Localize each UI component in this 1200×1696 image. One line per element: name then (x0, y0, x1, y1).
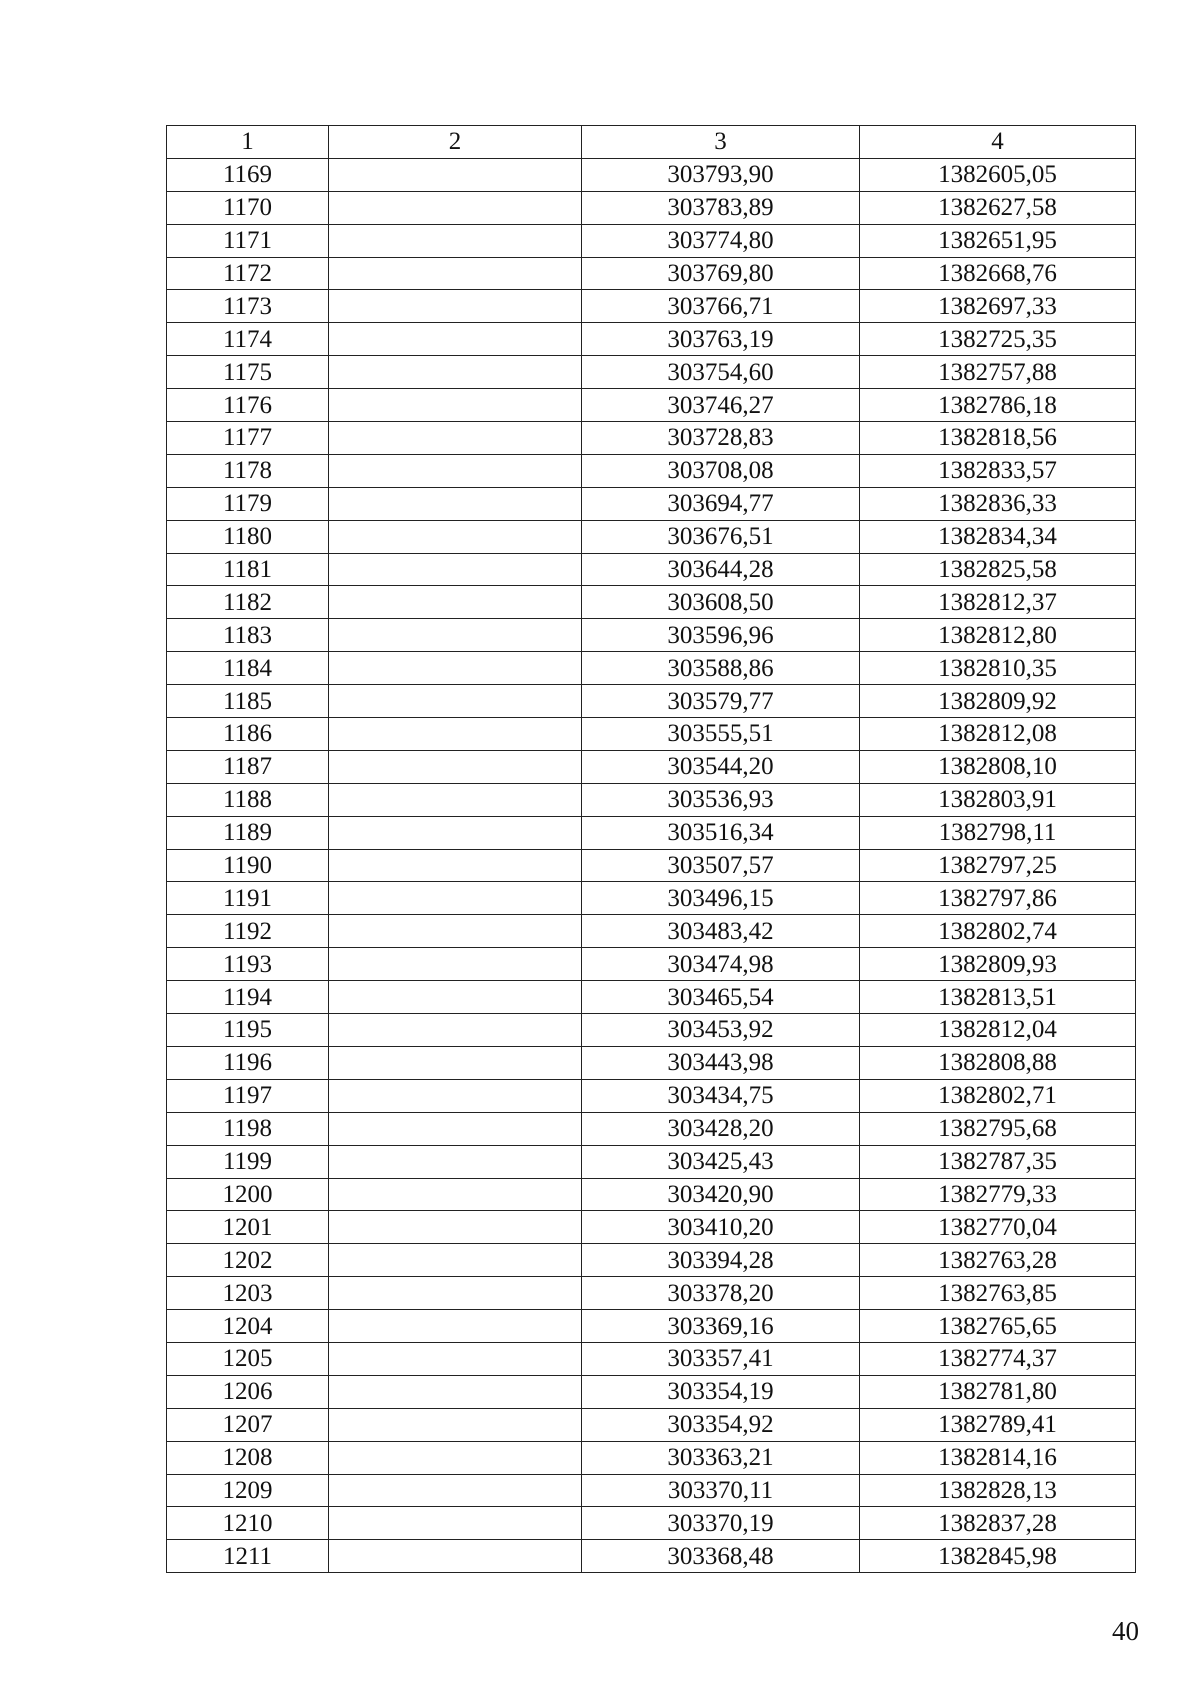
description-cell (329, 1277, 582, 1310)
y-coordinate-cell: 1382818,56 (860, 422, 1136, 455)
x-coordinate-cell: 303694,77 (582, 487, 860, 520)
point-number-cell: 1177 (167, 422, 329, 455)
x-coordinate-cell: 303544,20 (582, 750, 860, 783)
point-number-cell: 1185 (167, 685, 329, 718)
x-coordinate-cell: 303354,92 (582, 1408, 860, 1441)
y-coordinate-cell: 1382697,33 (860, 290, 1136, 323)
x-coordinate-cell: 303774,80 (582, 224, 860, 257)
description-cell (329, 586, 582, 619)
description-cell (329, 1244, 582, 1277)
y-coordinate-cell: 1382627,58 (860, 191, 1136, 224)
description-cell (329, 520, 582, 553)
point-number-cell: 1170 (167, 191, 329, 224)
point-number-cell: 1184 (167, 652, 329, 685)
point-number-cell: 1208 (167, 1441, 329, 1474)
x-coordinate-cell: 303676,51 (582, 520, 860, 553)
x-coordinate-cell: 303746,27 (582, 389, 860, 422)
y-coordinate-cell: 1382765,65 (860, 1310, 1136, 1343)
point-number-cell: 1174 (167, 323, 329, 356)
header-cell-3: 3 (582, 126, 860, 159)
y-coordinate-cell: 1382809,92 (860, 685, 1136, 718)
point-number-cell: 1190 (167, 849, 329, 882)
x-coordinate-cell: 303766,71 (582, 290, 860, 323)
x-coordinate-cell: 303555,51 (582, 718, 860, 751)
x-coordinate-cell: 303644,28 (582, 553, 860, 586)
table-row (167, 1540, 1136, 1573)
x-coordinate-cell: 303370,19 (582, 1507, 860, 1540)
description-cell (329, 1211, 582, 1244)
description-cell (329, 553, 582, 586)
y-coordinate-cell: 1382812,04 (860, 1014, 1136, 1047)
description-cell (329, 718, 582, 751)
table-row (167, 191, 1136, 224)
y-coordinate-cell: 1382825,58 (860, 553, 1136, 586)
point-number-cell: 1173 (167, 290, 329, 323)
coordinates-table (166, 125, 1136, 1573)
x-coordinate-cell: 303783,89 (582, 191, 860, 224)
x-coordinate-cell: 303369,16 (582, 1310, 860, 1343)
description-cell (329, 356, 582, 389)
table-row (167, 158, 1136, 191)
description-cell (329, 816, 582, 849)
point-number-cell: 1201 (167, 1211, 329, 1244)
description-cell (329, 849, 582, 882)
y-coordinate-cell: 1382812,08 (860, 718, 1136, 751)
y-coordinate-cell: 1382814,16 (860, 1441, 1136, 1474)
table-row (167, 1375, 1136, 1408)
point-number-cell: 1192 (167, 915, 329, 948)
point-number-cell: 1211 (167, 1540, 329, 1573)
description-cell (329, 783, 582, 816)
point-number-cell: 1179 (167, 487, 329, 520)
table-row (167, 981, 1136, 1014)
description-cell (329, 1408, 582, 1441)
header-cell-4: 4 (860, 126, 1136, 159)
description-cell (329, 685, 582, 718)
table-row (167, 1244, 1136, 1277)
x-coordinate-cell: 303354,19 (582, 1375, 860, 1408)
y-coordinate-cell: 1382770,04 (860, 1211, 1136, 1244)
x-coordinate-cell: 303434,75 (582, 1079, 860, 1112)
point-number-cell: 1202 (167, 1244, 329, 1277)
table-row (167, 718, 1136, 751)
point-number-cell: 1176 (167, 389, 329, 422)
y-coordinate-cell: 1382774,37 (860, 1342, 1136, 1375)
table-row (167, 1408, 1136, 1441)
description-cell (329, 290, 582, 323)
x-coordinate-cell: 303474,98 (582, 948, 860, 981)
y-coordinate-cell: 1382813,51 (860, 981, 1136, 1014)
description-cell (329, 1145, 582, 1178)
y-coordinate-cell: 1382787,35 (860, 1145, 1136, 1178)
table-row (167, 882, 1136, 915)
description-cell (329, 882, 582, 915)
table-row (167, 948, 1136, 981)
table-row (167, 915, 1136, 948)
x-coordinate-cell: 303465,54 (582, 981, 860, 1014)
y-coordinate-cell: 1382668,76 (860, 257, 1136, 290)
y-coordinate-cell: 1382779,33 (860, 1178, 1136, 1211)
x-coordinate-cell: 303453,92 (582, 1014, 860, 1047)
table-row (167, 290, 1136, 323)
y-coordinate-cell: 1382837,28 (860, 1507, 1136, 1540)
table-row (167, 1507, 1136, 1540)
y-coordinate-cell: 1382809,93 (860, 948, 1136, 981)
y-coordinate-cell: 1382810,35 (860, 652, 1136, 685)
point-number-cell: 1180 (167, 520, 329, 553)
x-coordinate-cell: 303357,41 (582, 1342, 860, 1375)
table-row (167, 1441, 1136, 1474)
point-number-cell: 1181 (167, 553, 329, 586)
table-header-row (167, 126, 1136, 159)
point-number-cell: 1200 (167, 1178, 329, 1211)
y-coordinate-cell: 1382781,80 (860, 1375, 1136, 1408)
description-cell (329, 1079, 582, 1112)
table-row (167, 1145, 1136, 1178)
x-coordinate-cell: 303536,93 (582, 783, 860, 816)
x-coordinate-cell: 303763,19 (582, 323, 860, 356)
point-number-cell: 1209 (167, 1474, 329, 1507)
x-coordinate-cell: 303378,20 (582, 1277, 860, 1310)
point-number-cell: 1210 (167, 1507, 329, 1540)
x-coordinate-cell: 303420,90 (582, 1178, 860, 1211)
y-coordinate-cell: 1382812,80 (860, 619, 1136, 652)
x-coordinate-cell: 303516,34 (582, 816, 860, 849)
y-coordinate-cell: 1382802,74 (860, 915, 1136, 948)
description-cell (329, 1046, 582, 1079)
description-cell (329, 1507, 582, 1540)
point-number-cell: 1195 (167, 1014, 329, 1047)
description-cell (329, 1310, 582, 1343)
description-cell (329, 1540, 582, 1573)
point-number-cell: 1189 (167, 816, 329, 849)
x-coordinate-cell: 303394,28 (582, 1244, 860, 1277)
table-body (167, 126, 1136, 1573)
table-row (167, 520, 1136, 553)
table-row (167, 816, 1136, 849)
table-row (167, 389, 1136, 422)
table-row (167, 1014, 1136, 1047)
point-number-cell: 1186 (167, 718, 329, 751)
x-coordinate-cell: 303496,15 (582, 882, 860, 915)
table-row (167, 750, 1136, 783)
description-cell (329, 981, 582, 1014)
description-cell (329, 224, 582, 257)
point-number-cell: 1204 (167, 1310, 329, 1343)
point-number-cell: 1207 (167, 1408, 329, 1441)
point-number-cell: 1175 (167, 356, 329, 389)
x-coordinate-cell: 303428,20 (582, 1112, 860, 1145)
page-number: 40 (1112, 1616, 1139, 1646)
x-coordinate-cell: 303425,43 (582, 1145, 860, 1178)
point-number-cell: 1196 (167, 1046, 329, 1079)
point-number-cell: 1194 (167, 981, 329, 1014)
y-coordinate-cell: 1382795,68 (860, 1112, 1136, 1145)
description-cell (329, 389, 582, 422)
y-coordinate-cell: 1382789,41 (860, 1408, 1136, 1441)
point-number-cell: 1205 (167, 1342, 329, 1375)
y-coordinate-cell: 1382763,28 (860, 1244, 1136, 1277)
point-number-cell: 1193 (167, 948, 329, 981)
description-cell (329, 454, 582, 487)
table-row (167, 1474, 1136, 1507)
description-cell (329, 323, 582, 356)
y-coordinate-cell: 1382828,13 (860, 1474, 1136, 1507)
y-coordinate-cell: 1382836,33 (860, 487, 1136, 520)
x-coordinate-cell: 303588,86 (582, 652, 860, 685)
table-row (167, 422, 1136, 455)
y-coordinate-cell: 1382803,91 (860, 783, 1136, 816)
description-cell (329, 1014, 582, 1047)
point-number-cell: 1206 (167, 1375, 329, 1408)
table-row (167, 1046, 1136, 1079)
description-cell (329, 1375, 582, 1408)
table-row (167, 849, 1136, 882)
table-row (167, 553, 1136, 586)
point-number-cell: 1178 (167, 454, 329, 487)
x-coordinate-cell: 303596,96 (582, 619, 860, 652)
table-row (167, 586, 1136, 619)
table-row (167, 224, 1136, 257)
y-coordinate-cell: 1382725,35 (860, 323, 1136, 356)
point-number-cell: 1182 (167, 586, 329, 619)
y-coordinate-cell: 1382808,10 (860, 750, 1136, 783)
description-cell (329, 750, 582, 783)
description-cell (329, 1178, 582, 1211)
point-number-cell: 1198 (167, 1112, 329, 1145)
table-row (167, 454, 1136, 487)
table-row (167, 1112, 1136, 1145)
point-number-cell: 1171 (167, 224, 329, 257)
y-coordinate-cell: 1382834,34 (860, 520, 1136, 553)
y-coordinate-cell: 1382786,18 (860, 389, 1136, 422)
y-coordinate-cell: 1382808,88 (860, 1046, 1136, 1079)
table-row (167, 487, 1136, 520)
y-coordinate-cell: 1382833,57 (860, 454, 1136, 487)
point-number-cell: 1187 (167, 750, 329, 783)
x-coordinate-cell: 303363,21 (582, 1441, 860, 1474)
x-coordinate-cell: 303507,57 (582, 849, 860, 882)
x-coordinate-cell: 303483,42 (582, 915, 860, 948)
x-coordinate-cell: 303754,60 (582, 356, 860, 389)
point-number-cell: 1191 (167, 882, 329, 915)
table-row (167, 1310, 1136, 1343)
x-coordinate-cell: 303769,80 (582, 257, 860, 290)
x-coordinate-cell: 303410,20 (582, 1211, 860, 1244)
y-coordinate-cell: 1382763,85 (860, 1277, 1136, 1310)
table-row (167, 783, 1136, 816)
y-coordinate-cell: 1382605,05 (860, 158, 1136, 191)
table-row (167, 1178, 1136, 1211)
y-coordinate-cell: 1382797,86 (860, 882, 1136, 915)
y-coordinate-cell: 1382757,88 (860, 356, 1136, 389)
table-row (167, 1079, 1136, 1112)
point-number-cell: 1203 (167, 1277, 329, 1310)
y-coordinate-cell: 1382651,95 (860, 224, 1136, 257)
description-cell (329, 652, 582, 685)
description-cell (329, 158, 582, 191)
description-cell (329, 948, 582, 981)
x-coordinate-cell: 303368,48 (582, 1540, 860, 1573)
table-row (167, 1277, 1136, 1310)
point-number-cell: 1169 (167, 158, 329, 191)
header-cell-1: 1 (167, 126, 329, 159)
table-row (167, 356, 1136, 389)
y-coordinate-cell: 1382812,37 (860, 586, 1136, 619)
description-cell (329, 257, 582, 290)
description-cell (329, 191, 582, 224)
x-coordinate-cell: 303708,08 (582, 454, 860, 487)
header-cell-2: 2 (329, 126, 582, 159)
point-number-cell: 1188 (167, 783, 329, 816)
table-row (167, 1342, 1136, 1375)
table-row (167, 1211, 1136, 1244)
y-coordinate-cell: 1382845,98 (860, 1540, 1136, 1573)
y-coordinate-cell: 1382802,71 (860, 1079, 1136, 1112)
description-cell (329, 915, 582, 948)
description-cell (329, 1441, 582, 1474)
x-coordinate-cell: 303608,50 (582, 586, 860, 619)
x-coordinate-cell: 303443,98 (582, 1046, 860, 1079)
table-row (167, 652, 1136, 685)
description-cell (329, 619, 582, 652)
description-cell (329, 1112, 582, 1145)
y-coordinate-cell: 1382798,11 (860, 816, 1136, 849)
point-number-cell: 1199 (167, 1145, 329, 1178)
description-cell (329, 487, 582, 520)
y-coordinate-cell: 1382797,25 (860, 849, 1136, 882)
table-row (167, 257, 1136, 290)
table-row (167, 323, 1136, 356)
description-cell (329, 1342, 582, 1375)
point-number-cell: 1183 (167, 619, 329, 652)
table-row (167, 619, 1136, 652)
x-coordinate-cell: 303579,77 (582, 685, 860, 718)
x-coordinate-cell: 303370,11 (582, 1474, 860, 1507)
point-number-cell: 1197 (167, 1079, 329, 1112)
description-cell (329, 422, 582, 455)
point-number-cell: 1172 (167, 257, 329, 290)
x-coordinate-cell: 303728,83 (582, 422, 860, 455)
x-coordinate-cell: 303793,90 (582, 158, 860, 191)
description-cell (329, 1474, 582, 1507)
table-row (167, 685, 1136, 718)
